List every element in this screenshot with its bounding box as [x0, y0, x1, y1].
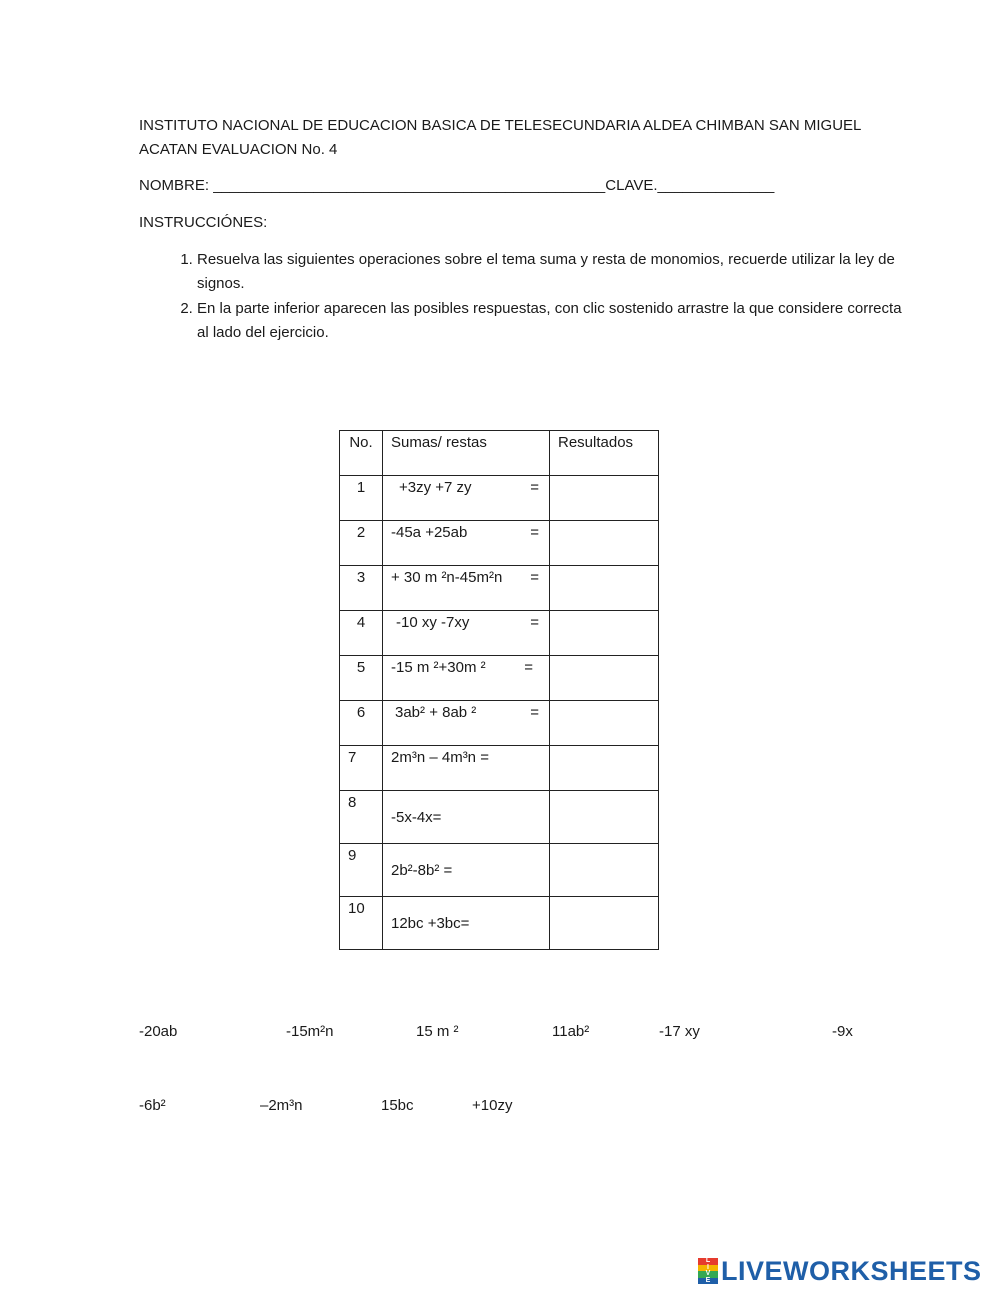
nombre-blank[interactable]: _______________________________________________: [213, 177, 606, 194]
row-expression: -10 xy -7xy: [396, 614, 470, 631]
row-expression-cell: [383, 701, 550, 746]
result-drop-zone[interactable]: [550, 566, 659, 611]
row-equals: =: [524, 659, 533, 676]
table-row: [340, 791, 659, 844]
result-drop-zone[interactable]: [550, 844, 659, 897]
answer-chip[interactable]: 11ab²: [552, 1023, 590, 1040]
row-number: 3: [340, 566, 383, 611]
row-expression-cell: [383, 521, 550, 566]
result-drop-zone[interactable]: [550, 701, 659, 746]
table-row: [340, 566, 659, 611]
instructions-list: [139, 248, 917, 346]
name-row: [139, 177, 774, 194]
header-line-1: INSTITUTO NACIONAL DE EDUCACION BASICA DE TELESECUNDARIA ALDEA CHIMBAN SAN MIGUEL: [139, 117, 862, 134]
answer-chip[interactable]: –2m³n: [260, 1097, 303, 1114]
nombre-label: NOMBRE:: [139, 177, 210, 194]
result-drop-zone[interactable]: [550, 611, 659, 656]
row-expression: +3zy +7 zy: [399, 479, 472, 496]
table-row: [340, 844, 659, 897]
row-number: 5: [340, 656, 383, 701]
row-expression: -45a +25ab: [391, 524, 468, 541]
row-number: 8: [340, 791, 383, 844]
clave-blank[interactable]: ______________: [657, 177, 775, 194]
answer-chip[interactable]: 15bc: [381, 1097, 414, 1114]
table-row: [340, 746, 659, 791]
row-expression-cell: [383, 746, 550, 791]
row-expression-cell: [383, 611, 550, 656]
row-expression-cell: [383, 476, 550, 521]
table-row: [340, 656, 659, 701]
result-drop-zone[interactable]: [550, 656, 659, 701]
row-equals: =: [530, 614, 539, 631]
table-row: [340, 701, 659, 746]
table-header-row: [340, 431, 659, 476]
result-drop-zone[interactable]: [550, 746, 659, 791]
liveworksheets-logo: [698, 1257, 982, 1285]
row-number: 6: [340, 701, 383, 746]
answer-chip[interactable]: -17 xy: [659, 1023, 700, 1040]
row-expression: 2b²-8b² =: [391, 862, 453, 879]
clave-label: CLAVE.: [605, 177, 658, 194]
row-number: 2: [340, 521, 383, 566]
row-number: 7: [340, 746, 383, 791]
row-expression-cell: [383, 897, 550, 950]
answer-chip[interactable]: -9x: [832, 1023, 853, 1040]
row-expression-cell: [383, 656, 550, 701]
result-drop-zone[interactable]: [550, 476, 659, 521]
logo-text: LIVEWORKSHEETS: [721, 1255, 982, 1286]
header-resultados: Resultados: [550, 431, 659, 476]
result-drop-zone[interactable]: [550, 791, 659, 844]
row-expression: 3ab² + 8ab ²: [395, 704, 477, 721]
row-equals: =: [530, 704, 539, 721]
row-equals: =: [530, 569, 539, 586]
instruction-item: 1. Resuelva las siguientes operaciones sobre el tema suma y resta de monomios, recuerde utilizar la ley de signos.: [197, 248, 917, 296]
row-expression: + 30 m ²n-45m²n: [391, 569, 503, 586]
answer-chip[interactable]: -6b²: [139, 1097, 166, 1114]
row-expression-cell: [383, 791, 550, 844]
answer-chip[interactable]: -20ab: [139, 1023, 178, 1040]
header-sumas: Sumas/ restas: [383, 431, 550, 476]
logo-mark-icon: L I V E: [698, 1258, 718, 1284]
row-expression: -15 m ²+30m ²: [391, 659, 486, 676]
result-drop-zone[interactable]: [550, 897, 659, 950]
row-number: 4: [340, 611, 383, 656]
row-expression-cell: [383, 566, 550, 611]
row-number: 9: [340, 844, 383, 897]
row-expression-cell: [383, 844, 550, 897]
instruction-item: 2. En la parte inferior aparecen las posibles respuestas, con clic sostenido arrastre la que considere correcta al lado del ejercicio.: [197, 297, 917, 345]
table-row: [340, 897, 659, 950]
row-equals: =: [530, 524, 539, 541]
instructions-title: INSTRUCCIÓNES:: [139, 214, 268, 231]
header-line-2: ACATAN EVALUACION No. 4: [139, 141, 338, 158]
row-number: 10: [340, 897, 383, 950]
row-number: 1: [340, 476, 383, 521]
answer-chip[interactable]: -15m²n: [286, 1023, 334, 1040]
row-equals: =: [530, 479, 539, 496]
table-row: [340, 521, 659, 566]
row-expression: -5x-4x=: [391, 809, 442, 826]
result-drop-zone[interactable]: [550, 521, 659, 566]
table-row: [340, 611, 659, 656]
answer-chip[interactable]: +10zy: [472, 1097, 513, 1114]
exercise-table: [339, 430, 659, 950]
row-expression: 2m³n – 4m³n =: [391, 749, 489, 766]
answer-chip[interactable]: 15 m ²: [416, 1023, 459, 1040]
table-row: [340, 476, 659, 521]
header-no: No.: [340, 431, 383, 476]
row-expression: 12bc +3bc=: [391, 915, 470, 932]
